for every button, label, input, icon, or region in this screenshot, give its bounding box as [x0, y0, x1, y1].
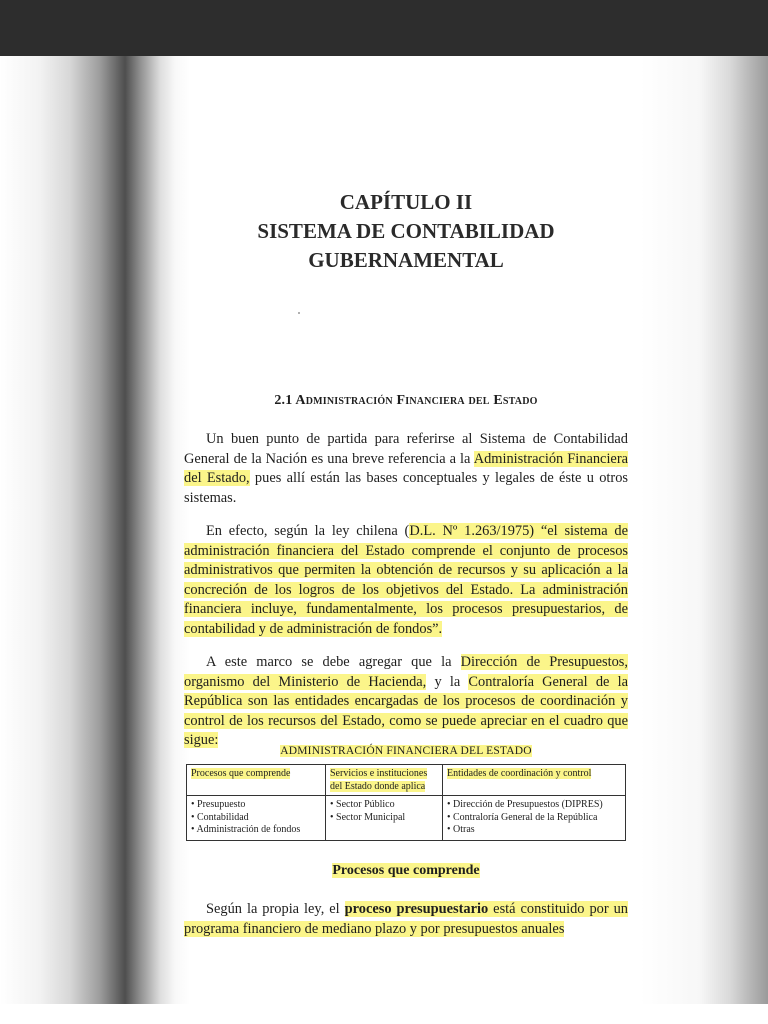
table-cell-servicios — [326, 796, 443, 841]
paragraph-2 — [184, 522, 628, 639]
subheading-text: Procesos que comprende — [332, 863, 480, 878]
header-procesos-text: Procesos que comprende — [191, 768, 291, 779]
paragraph-3-text-a: A este marco se debe agregar que la — [206, 654, 461, 670]
table-cell-entidades — [443, 796, 626, 841]
book-page — [184, 0, 628, 1004]
scan-speck — [298, 312, 300, 314]
paragraph-3-highlight-contraloria: Contraloría General de la República son las entidades encargadas de los procesos de coordinación y control de los recursos del Estado, como se puede apreciar en el cuadro que sigue: — [184, 673, 629, 748]
subheading-procesos — [184, 862, 628, 880]
table-header-row — [187, 765, 626, 796]
section-title: Administración Financiera del Estado — [295, 393, 538, 408]
paragraph-1 — [184, 430, 628, 508]
table-row — [187, 796, 626, 841]
table-title-text: ADMINISTRACIÓN FINANCIERA DEL ESTADO — [280, 745, 532, 757]
header-entidades-text: Entidades de coordinación y control — [447, 768, 592, 779]
paragraph-4-text-a: Según la propia ley, el — [206, 901, 345, 917]
list-item: • Sector Público — [330, 799, 438, 812]
paragraph-2-highlight-law: D.L. Nº 1.263/1975) — [409, 523, 535, 539]
paragraph-2-text-a: En efecto, según la ley chilena ( — [206, 523, 410, 539]
list-item: • Administración de fondos — [191, 824, 321, 837]
paragraph-1-text-c: pues allí están las bases conceptuales y legales de éste u otros sistemas. — [184, 470, 628, 506]
list-item: • Contraloría General de la República — [447, 812, 621, 825]
paragraph-4-highlight-bold: proceso presupuestario — [344, 901, 489, 917]
table-header-servicios — [326, 765, 443, 796]
list-item: • Sector Municipal — [330, 812, 438, 825]
list-item: • Otras — [447, 824, 621, 837]
section-heading — [184, 392, 628, 410]
list-item: • Dirección de Presupuestos (DIPRES) — [447, 799, 621, 812]
paragraph-3 — [184, 653, 628, 751]
chapter-title-line1: SISTEMA DE CONTABILIDAD — [257, 219, 555, 243]
paragraph-1-text-a: Un buen punto de partida para referirse al Sistema de Contabilidad General de la Nación es una breve referencia a la — [184, 431, 628, 467]
table-header-procesos — [187, 765, 326, 796]
header-servicios-text: Servicios e instituciones del Estado donde aplica — [330, 768, 428, 792]
table-title — [184, 744, 628, 758]
chapter-title-line2: GUBERNAMENTAL — [308, 248, 504, 272]
paragraph-3-text-c: y la — [426, 673, 469, 690]
paragraph-4-highlight: está constituido por un programa financiero de mediano plazo y por presupuestos anuales — [184, 901, 629, 937]
paragraph-2-highlight-quote: “el sistema de administración financiera del Estado comprende el conjunto de procesos administrativos que permiten la obtención de recursos y su aplicación a la concreción de los logros de los objetivos del Estado. La administración financiera incluye, fundamentalmente, los procesos presupuestarios, de contabilidad y de administración de fondos”. — [184, 523, 628, 637]
table-cell-procesos — [187, 796, 326, 841]
table-header-entidades — [443, 765, 626, 796]
section-number: 2.1 — [274, 393, 293, 408]
chapter-number: CAPÍTULO II — [339, 190, 473, 214]
administration-table — [186, 764, 626, 841]
list-item: • Contabilidad — [191, 812, 321, 825]
scan-bottom-margin — [0, 1004, 768, 1024]
list-item: • Presupuesto — [191, 799, 321, 812]
paragraph-3-highlight-dipres: Dirección de Presupuestos, organismo del Ministerio de Hacienda, — [184, 654, 628, 690]
paragraph-4 — [184, 900, 628, 939]
paragraph-1-highlight: Administración Financiera del Estado, — [184, 450, 629, 486]
